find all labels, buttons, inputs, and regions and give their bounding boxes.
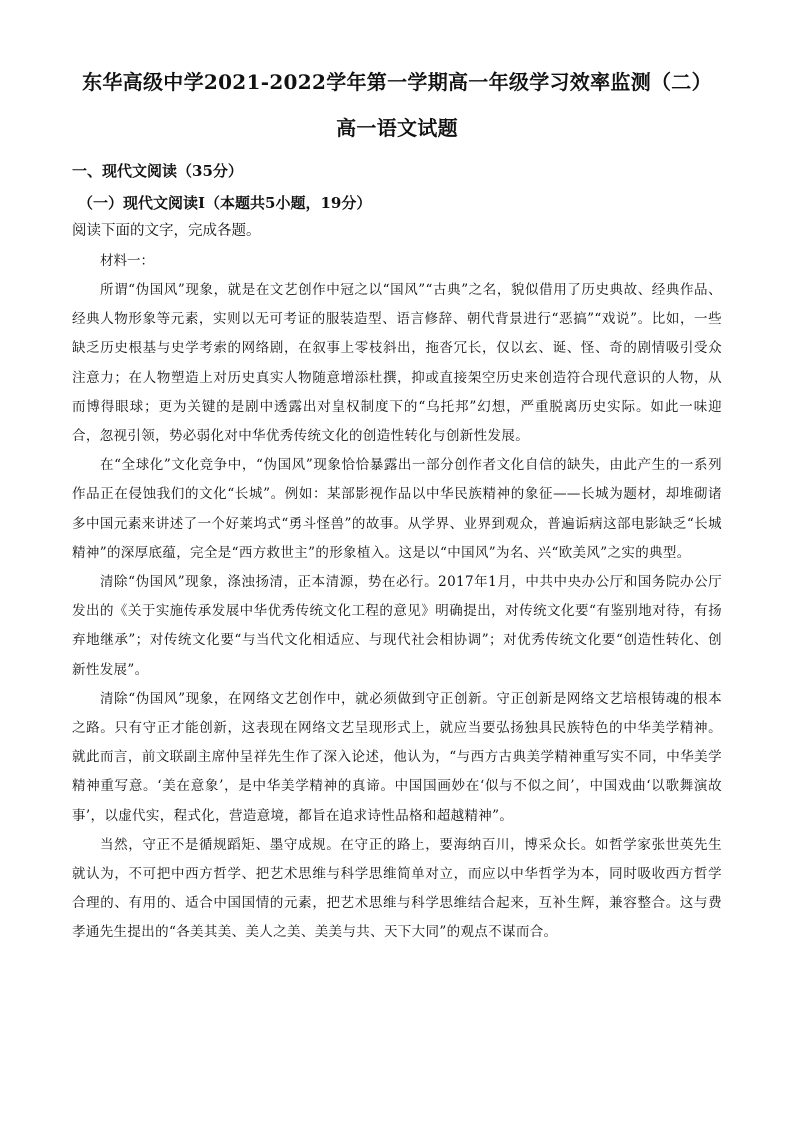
paragraph-4: 清除“伪国风”现象，在网络文艺创作中，就必须做到守正创新。守正创新是网络文艺培根铸魂的根本之路。只有守正才能创新，这表现在网络文艺呈现形式上，就应当要弘扬独具民族特色的中华美学精神。就此而言，前文联副主席仲呈祥先生作了深入论述，他认为，“与西方古典美学精神重写实不同，中华美学精神重写意。‘美在意象’，是中华美学精神的真谛。中国国画妙在‘似与不似之间’，中国戏曲‘以歌舞演故事’，以虚代实，程式化，营造意境，都旨在追求诗性品格和超越精神”。	[72, 690, 722, 824]
paragraph-3: 清除“伪国风”现象，涤浊扬清，正本清源，势在必行。2017年1月，中共中央办公厅和国务院办公厅发出的《关于实施传承发展中华优秀传统文化工程的意见》明确提出，对传统文化要“有鉴别地对待，有扬弃地继承”；对传统文化要“与当代文化相适应、与现代社会相协调”；对优秀传统文化要“创造性转化、创新性发展”。	[72, 574, 722, 678]
paragraph-1: 所谓“伪国风”现象，就是在文艺创作中冠之以“国风”“古典”之名，貌似借用了历史典故、经典作品、经典人物形象等元素，实则以无可考证的服装造型、语言修辞、朝代背景进行“恶搞”“戏说”。比如，一些缺乏历史根基与史学考索的网络剧，在叙事上零枝斜出，拖沓冗长，仅以玄、诞、怪、奇的剧情吸引受众注意力；在人物塑造上对历史真实人物随意增添杜撰，抑或直接架空历史来创造符合现代意识的人物，从而博得眼球；更为关键的是剧中透露出对皇权制度下的“乌托邦”幻想，严重脱离历史实际。如此一味迎合，忽视引领，势必弱化对中华优秀传统文化的创造性转化与创新性发展。	[72, 282, 722, 445]
paragraph-2: 在“全球化”文化竞争中，“伪国风”现象恰恰暴露出一部分创作者文化自信的缺失，由此产生的一系列作品正在侵蚀我们的文化“长城”。例如：某部影视作品以中华民族精神的象征——长城为题材，却堆砌诸多中国元素来讲述了一个好莱坞式“勇斗怪兽”的故事。从学界、业界到观众，普遍诟病这部电影缺乏“长城精神”的深厚底蕴，完全是“西方救世主”的形象植入。这是以“中国风”为名、兴“欧美风”之实的典型。	[72, 457, 722, 561]
subsection-heading: （一）现代文阅读I（本题共5小题，19分）	[78, 194, 372, 212]
material-label: 材料一：	[100, 253, 154, 269]
exam-title: 东华高级中学2021-2022学年第一学期高一年级学习效率监测（二）	[82, 70, 712, 94]
exam-subtitle: 高一语文试题	[336, 116, 458, 140]
reading-instruction: 阅读下面的文字，完成各题。	[72, 223, 261, 239]
paragraph-5: 当然，守正不是循规蹈矩、墨守成规。在守正的路上，要海纳百川，博采众长。如哲学家张世英先生就认为，不可把中西方哲学、把艺术思维与科学思维简单对立，而应以中华哲学为本，同时吸收西方哲学合理的、有用的、适合中国国情的元素，把艺术思维与科学思维结合起来，互补生辉，兼容整合。这与费孝通先生提出的“各美其美、美人之美、美美与共、天下大同”的观点不谋而合。	[72, 836, 722, 941]
section-heading: 一、现代文阅读（35分）	[72, 162, 243, 180]
